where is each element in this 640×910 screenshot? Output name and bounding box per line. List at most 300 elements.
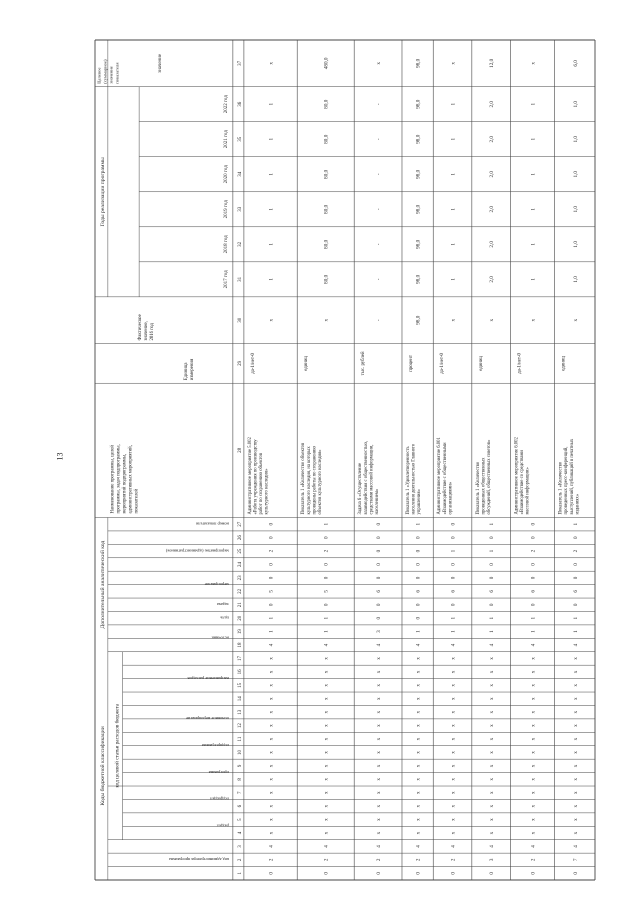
- year-value-cell: -: [376, 173, 383, 176]
- year-value-cell: 98,0: [415, 274, 422, 284]
- col-number: 30: [237, 317, 243, 323]
- code-cell: х: [530, 804, 537, 808]
- code-cell: 0: [489, 536, 496, 539]
- code-cell: х: [376, 670, 383, 674]
- code-cell: 0: [268, 536, 275, 539]
- year-value-cell: 1: [268, 278, 275, 281]
- years-group-header: Годы реализации программы: [100, 157, 107, 227]
- code-cell: 1: [530, 616, 537, 620]
- code-cell: 0: [489, 576, 496, 580]
- year-value-cell: 98,0: [415, 204, 422, 214]
- vertical-col-header: задача: [217, 601, 229, 607]
- year-value-cell: 1: [268, 207, 275, 211]
- col-number: 14: [237, 696, 243, 702]
- code-cell: х: [530, 684, 537, 687]
- code-cell: х: [323, 737, 330, 741]
- year-value-cell: 1: [268, 243, 275, 246]
- col-number: 8: [237, 778, 243, 781]
- code-cell: х: [489, 684, 496, 687]
- code-cell: 0: [450, 603, 457, 607]
- code-cell: 6: [572, 590, 579, 593]
- code-cell: 2: [268, 549, 275, 553]
- code-cell: х: [530, 751, 537, 754]
- code-cell: х: [572, 804, 579, 808]
- actual-cell: х: [489, 318, 496, 322]
- year-header: 2021 год: [223, 130, 229, 149]
- code-cell: х: [268, 737, 275, 741]
- code-cell: 0: [268, 563, 275, 566]
- code-cell: х: [415, 724, 422, 727]
- code-cell: 0: [530, 522, 537, 526]
- code-cell: 4: [450, 845, 457, 848]
- col-number: 26: [237, 535, 243, 541]
- year-header: 2019 год: [223, 200, 229, 219]
- code-cell: 4: [530, 845, 537, 848]
- code-cell: х: [415, 737, 422, 741]
- code-cell: 0: [323, 871, 330, 875]
- vertical-col-header: мероприятие (административное): [165, 548, 229, 554]
- year-value-cell: -: [376, 103, 383, 106]
- col-number: 24: [237, 561, 243, 567]
- vertical-col-header: программа: [208, 769, 229, 775]
- col-number: 31: [237, 276, 243, 282]
- year-value-cell: 1,0: [572, 206, 579, 213]
- code-cell: х: [268, 684, 275, 687]
- code-cell: 4: [489, 643, 496, 647]
- code-cell: х: [530, 818, 537, 821]
- code-cell: 0: [415, 563, 422, 566]
- year-value-cell: 1: [530, 278, 537, 281]
- vertical-col-header: код администратора программы: [169, 857, 229, 863]
- code-cell: 0: [268, 576, 275, 580]
- code-cell: х: [489, 764, 496, 768]
- code-cell: х: [268, 670, 275, 674]
- code-cell: 0: [415, 536, 422, 539]
- code-cell: х: [450, 831, 457, 835]
- code-cell: х: [323, 818, 330, 821]
- year-header: 2017 год: [223, 270, 229, 289]
- unit-cell: единиц: [561, 356, 567, 371]
- code-cell: х: [415, 697, 422, 701]
- col-number: 9: [237, 764, 243, 768]
- code-cell: 0: [489, 871, 496, 875]
- code-cell: х: [415, 684, 422, 687]
- code-cell: 5: [323, 590, 330, 593]
- target-cell: 12,0: [489, 58, 496, 68]
- unit-cell: да-1/нет-0: [440, 353, 446, 374]
- target-cell: х: [376, 62, 383, 65]
- code-cell: 0: [376, 536, 383, 539]
- code-cell: х: [376, 751, 383, 754]
- col-number: 2: [237, 858, 243, 862]
- name-col-header: Наименование программы, целейпрограммы, задач подпрограммы,мероприятий подпрограммы,административных мероприятий,показателей: [110, 444, 140, 514]
- code-cell: 1: [572, 522, 579, 526]
- code-cell: х: [450, 791, 457, 795]
- code-cell: х: [323, 804, 330, 808]
- actual-cell: х: [530, 318, 537, 322]
- code-cell: 0: [415, 616, 422, 620]
- code-cell: х: [268, 818, 275, 821]
- code-cell: х: [572, 724, 579, 727]
- vertical-col-header: направление расходов: [187, 675, 229, 681]
- year-value-cell: 2,0: [489, 206, 496, 213]
- code-cell: 0: [268, 871, 275, 875]
- code-cell: х: [489, 818, 496, 821]
- code-cell: х: [415, 764, 422, 768]
- code-cell: х: [376, 831, 383, 835]
- code-cell: 0: [268, 603, 275, 607]
- vertical-col-header: подпрограмма: [202, 742, 229, 748]
- code-cell: 0: [415, 871, 422, 875]
- code-cell: х: [415, 751, 422, 754]
- code-cell: 4: [572, 845, 579, 848]
- year-value-cell: 1: [450, 102, 457, 106]
- code-cell: х: [572, 764, 579, 768]
- code-cell: х: [572, 831, 579, 835]
- year-value-cell: 1: [530, 137, 537, 141]
- code-cell: 2: [268, 858, 275, 862]
- target-cell: х: [268, 62, 275, 65]
- year-value-cell: 2,0: [489, 276, 496, 283]
- col-number: 18: [237, 642, 243, 648]
- code-cell: х: [450, 804, 457, 808]
- code-cell: 1: [489, 549, 496, 553]
- code-cell: х: [376, 684, 383, 687]
- code-cell: х: [323, 697, 330, 701]
- code-cell: 1: [268, 630, 275, 633]
- year-value-cell: 2,0: [489, 100, 496, 108]
- code-cell: х: [323, 657, 330, 660]
- code-cell: х: [415, 831, 422, 835]
- col-number: 33: [237, 206, 243, 212]
- actual-cell: х: [572, 318, 579, 322]
- year-value-cell: 1: [530, 172, 537, 176]
- code-cell: 0: [323, 603, 330, 607]
- code-cell: 4: [415, 845, 422, 848]
- code-cell: 4: [376, 643, 383, 647]
- code-cell: 1: [450, 616, 457, 620]
- code-cell: 0: [572, 536, 579, 539]
- code-cell: 0: [572, 576, 579, 580]
- unit-col-header: Единицаизмерения: [183, 358, 195, 381]
- code-cell: 0: [415, 549, 422, 553]
- vertical-col-header: мероприятие: [204, 581, 229, 587]
- code-cell: х: [530, 710, 537, 714]
- code-cell: х: [530, 697, 537, 701]
- analytic-group-header: Дополнительный аналитический код: [100, 540, 107, 629]
- code-cell: х: [323, 751, 330, 754]
- code-cell: 1: [489, 630, 496, 633]
- col-number: 1: [237, 872, 243, 875]
- code-cell: х: [376, 764, 383, 768]
- code-cell: х: [489, 791, 496, 795]
- code-cell: 0: [572, 603, 579, 607]
- code-cell: 1: [450, 630, 457, 633]
- col-number: 22: [237, 588, 243, 594]
- code-cell: х: [268, 764, 275, 768]
- code-cell: 0: [323, 563, 330, 566]
- col-number: 35: [237, 136, 243, 142]
- year-value-cell: 1: [450, 172, 457, 176]
- code-cell: 6: [489, 590, 496, 593]
- row-name: Показатель 1 «Количествопроведенных пресс-конференций,выступлений, публикаций в печатныхизданиях»: [558, 438, 581, 515]
- code-cell: х: [489, 657, 496, 660]
- code-cell: 6: [415, 590, 422, 593]
- code-cell: 1: [489, 522, 496, 526]
- vertical-col-header: основное мероприятие: [186, 716, 229, 722]
- code-cell: х: [489, 831, 496, 835]
- code-cell: 0: [415, 603, 422, 607]
- target-cell: х: [450, 62, 457, 65]
- target-cell: х: [530, 62, 537, 65]
- year-value-cell: 80,0: [323, 239, 330, 249]
- col-number: 13: [237, 709, 243, 715]
- year-value-cell: 1: [268, 172, 275, 176]
- code-cell: х: [323, 791, 330, 795]
- year-value-cell: -: [376, 278, 383, 281]
- code-cell: 1: [415, 630, 422, 633]
- code-cell: х: [572, 791, 579, 795]
- col-number: 23: [237, 575, 243, 581]
- code-cell: 0: [450, 563, 457, 566]
- col-number: 11: [237, 736, 243, 742]
- code-cell: х: [268, 657, 275, 660]
- code-cell: 6: [450, 590, 457, 593]
- code-cell: х: [268, 804, 275, 808]
- code-cell: х: [268, 791, 275, 795]
- code-cell: 1: [489, 616, 496, 620]
- code-cell: х: [268, 778, 275, 781]
- code-cell: 0: [268, 522, 275, 526]
- code-cell: 6: [530, 590, 537, 593]
- code-cell: х: [415, 818, 422, 821]
- code-cell: 0: [376, 549, 383, 553]
- col-number: 4: [237, 831, 243, 835]
- row-name: Задача 6 «Осуществлениевзаимодействия с общественностью,средствами массовой информации,населением»: [358, 440, 380, 515]
- unit-cell: да-1/нет-0: [250, 353, 256, 374]
- year-value-cell: -: [376, 208, 383, 211]
- code-cell: 1: [268, 616, 275, 620]
- year-value-cell: 1: [530, 102, 537, 106]
- actual-cell: х: [268, 318, 275, 322]
- code-cell: х: [450, 737, 457, 741]
- code-cell: х: [530, 670, 537, 674]
- code-cell: х: [489, 804, 496, 808]
- target-cell: 480,0: [323, 57, 330, 70]
- year-header: 2022 год: [223, 95, 229, 114]
- code-cell: 2: [323, 858, 330, 862]
- year-value-cell: 1: [450, 207, 457, 211]
- code-cell: х: [323, 710, 330, 714]
- code-cell: 0: [415, 576, 422, 580]
- unit-cell: процент: [408, 355, 414, 372]
- code-cell: 7: [572, 858, 579, 862]
- target-value-header: Целевое(суммарное)значениепоказателя: [96, 59, 120, 84]
- actual-col-header: Фактическоезначение,2016 год: [137, 314, 155, 341]
- code-cell: х: [376, 737, 383, 741]
- code-cell: 1: [323, 616, 330, 620]
- year-value-cell: 98,0: [415, 169, 422, 179]
- code-cell: 1: [450, 549, 457, 553]
- code-cell: х: [530, 724, 537, 727]
- code-cell: 2: [530, 549, 537, 553]
- actual-cell: х: [323, 318, 330, 322]
- code-cell: 4: [450, 643, 457, 647]
- code-cell: х: [323, 684, 330, 687]
- code-cell: х: [415, 778, 422, 781]
- year-value-cell: 1: [450, 278, 457, 281]
- target-cell: 6,0: [572, 60, 579, 67]
- year-value-cell: 2,0: [489, 241, 496, 248]
- code-cell: х: [415, 804, 422, 808]
- col-number: 25: [237, 548, 243, 554]
- code-cell: х: [450, 724, 457, 727]
- code-cell: 0: [572, 871, 579, 875]
- row-name: Показатель 1 «Количество объектовкультурного наследия, на которыхпроведены работы по сохранениюобъектов культурного наследия»: [301, 442, 324, 515]
- code-cell: 6: [376, 590, 383, 593]
- code-cell: х: [450, 697, 457, 701]
- code-cell: х: [268, 724, 275, 727]
- vertical-col-header: источник: [211, 635, 229, 641]
- col-number: 19: [237, 629, 243, 635]
- code-cell: 0: [376, 603, 383, 607]
- code-cell: х: [450, 778, 457, 781]
- code-cell: 2: [323, 549, 330, 553]
- year-value-cell: -: [376, 243, 383, 246]
- col-number: 21: [237, 602, 243, 608]
- code-cell: 0: [323, 536, 330, 539]
- year-header: 2018 год: [223, 235, 229, 254]
- code-cell: х: [572, 657, 579, 660]
- code-cell: 0: [530, 536, 537, 539]
- code-cell: х: [572, 710, 579, 714]
- code-cell: х: [450, 764, 457, 768]
- code-cell: х: [415, 657, 422, 660]
- code-cell: х: [323, 670, 330, 674]
- code-cell: х: [376, 657, 383, 660]
- code-cell: х: [323, 778, 330, 781]
- year-value-cell: 98,0: [415, 134, 422, 144]
- code-cell: 0: [450, 576, 457, 580]
- code-cell: 0: [450, 871, 457, 875]
- code-cell: х: [572, 778, 579, 781]
- vertical-col-header: номер показателя: [196, 521, 229, 527]
- col-number: 37: [237, 60, 243, 66]
- year-value-cell: 98,0: [415, 239, 422, 249]
- year-value-cell: 80,0: [323, 134, 330, 144]
- code-cell: х: [415, 791, 422, 795]
- code-cell: 1: [572, 630, 579, 633]
- actual-cell: 98,0: [415, 315, 422, 325]
- col-number: 32: [237, 241, 243, 247]
- code-cell: 4: [268, 845, 275, 848]
- year-value-cell: 1: [268, 137, 275, 141]
- year-value-cell: 2,0: [489, 171, 496, 178]
- code-cell: 4: [323, 643, 330, 647]
- code-cell: 0: [376, 576, 383, 580]
- code-cell: х: [323, 831, 330, 835]
- year-value-cell: 1: [530, 243, 537, 246]
- code-cell: 5: [268, 590, 275, 593]
- code-cell: х: [376, 791, 383, 795]
- vertical-col-header: цель: [220, 615, 229, 621]
- code-cell: х: [450, 670, 457, 674]
- code-cell: 2: [376, 858, 383, 862]
- code-cell: х: [489, 670, 496, 674]
- page-number: 13: [55, 452, 65, 461]
- code-cell: х: [415, 670, 422, 674]
- code-cell: 0: [450, 522, 457, 526]
- code-cell: х: [450, 657, 457, 660]
- code-cell: х: [489, 710, 496, 714]
- code-cell: 0: [530, 871, 537, 875]
- code-cell: х: [268, 710, 275, 714]
- col-number: 7: [237, 791, 243, 794]
- year-value-cell: 1: [268, 102, 275, 106]
- code-cell: х: [572, 737, 579, 741]
- code-cell: х: [489, 724, 496, 727]
- vertical-col-header: подраздел: [210, 796, 229, 802]
- code-cell: 1: [323, 630, 330, 633]
- code-cell: х: [376, 710, 383, 714]
- code-cell: 3: [376, 630, 383, 633]
- code-cell: х: [268, 697, 275, 701]
- col-number: 15: [237, 682, 243, 688]
- col-number: 6: [237, 804, 243, 808]
- col-number: 27: [237, 521, 243, 527]
- code-cell: х: [530, 764, 537, 768]
- code-cell: 1: [415, 522, 422, 526]
- actual-cell: х: [450, 318, 457, 322]
- code-cell: 1: [323, 522, 330, 526]
- code-cell: 4: [376, 845, 383, 848]
- table-rotated-group: [95, 40, 595, 880]
- year-value-cell: 1,0: [572, 276, 579, 283]
- unit-cell: да-1/нет-0: [517, 353, 523, 374]
- col-number: 29: [237, 360, 243, 366]
- row-name: Показатель 1 «Количествопроведенных общественныхобсуждений, общественных советов»: [475, 439, 493, 515]
- code-cell: 2: [415, 858, 422, 862]
- year-value-cell: 1: [450, 137, 457, 141]
- code-cell: 0: [489, 603, 496, 607]
- code-cell: х: [572, 670, 579, 674]
- year-value-cell: 80,0: [323, 204, 330, 214]
- code-cell: х: [376, 818, 383, 821]
- code-cell: 0: [376, 563, 383, 566]
- code-cell: 0: [376, 522, 383, 526]
- code-cell: х: [450, 710, 457, 714]
- code-cell: х: [530, 657, 537, 660]
- col-number: 5: [237, 818, 243, 821]
- year-value-cell: 80,0: [323, 274, 330, 284]
- year-value-cell: 80,0: [323, 169, 330, 179]
- unit-cell: единиц: [304, 356, 310, 371]
- code-cell: 0: [450, 536, 457, 539]
- code-cell: 0: [530, 563, 537, 566]
- year-value-cell: 1: [530, 207, 537, 211]
- row-name: Показатель 1 «Удовлетворенностьнаселения деятельностью Главногоуправления»: [405, 443, 423, 515]
- col-number: 20: [237, 615, 243, 621]
- year-value-cell: 1: [450, 243, 457, 246]
- code-cell: 2: [530, 858, 537, 862]
- col-number: 12: [237, 723, 243, 729]
- code-cell: х: [268, 831, 275, 835]
- row-name: Административное мероприятие 6.001«Взаимодействие с общественнымиорганизациями»: [437, 437, 454, 515]
- code-cell: х: [530, 791, 537, 795]
- year-value-cell: 1,0: [572, 100, 579, 108]
- code-cell: х: [489, 737, 496, 741]
- code-cell: х: [572, 684, 579, 687]
